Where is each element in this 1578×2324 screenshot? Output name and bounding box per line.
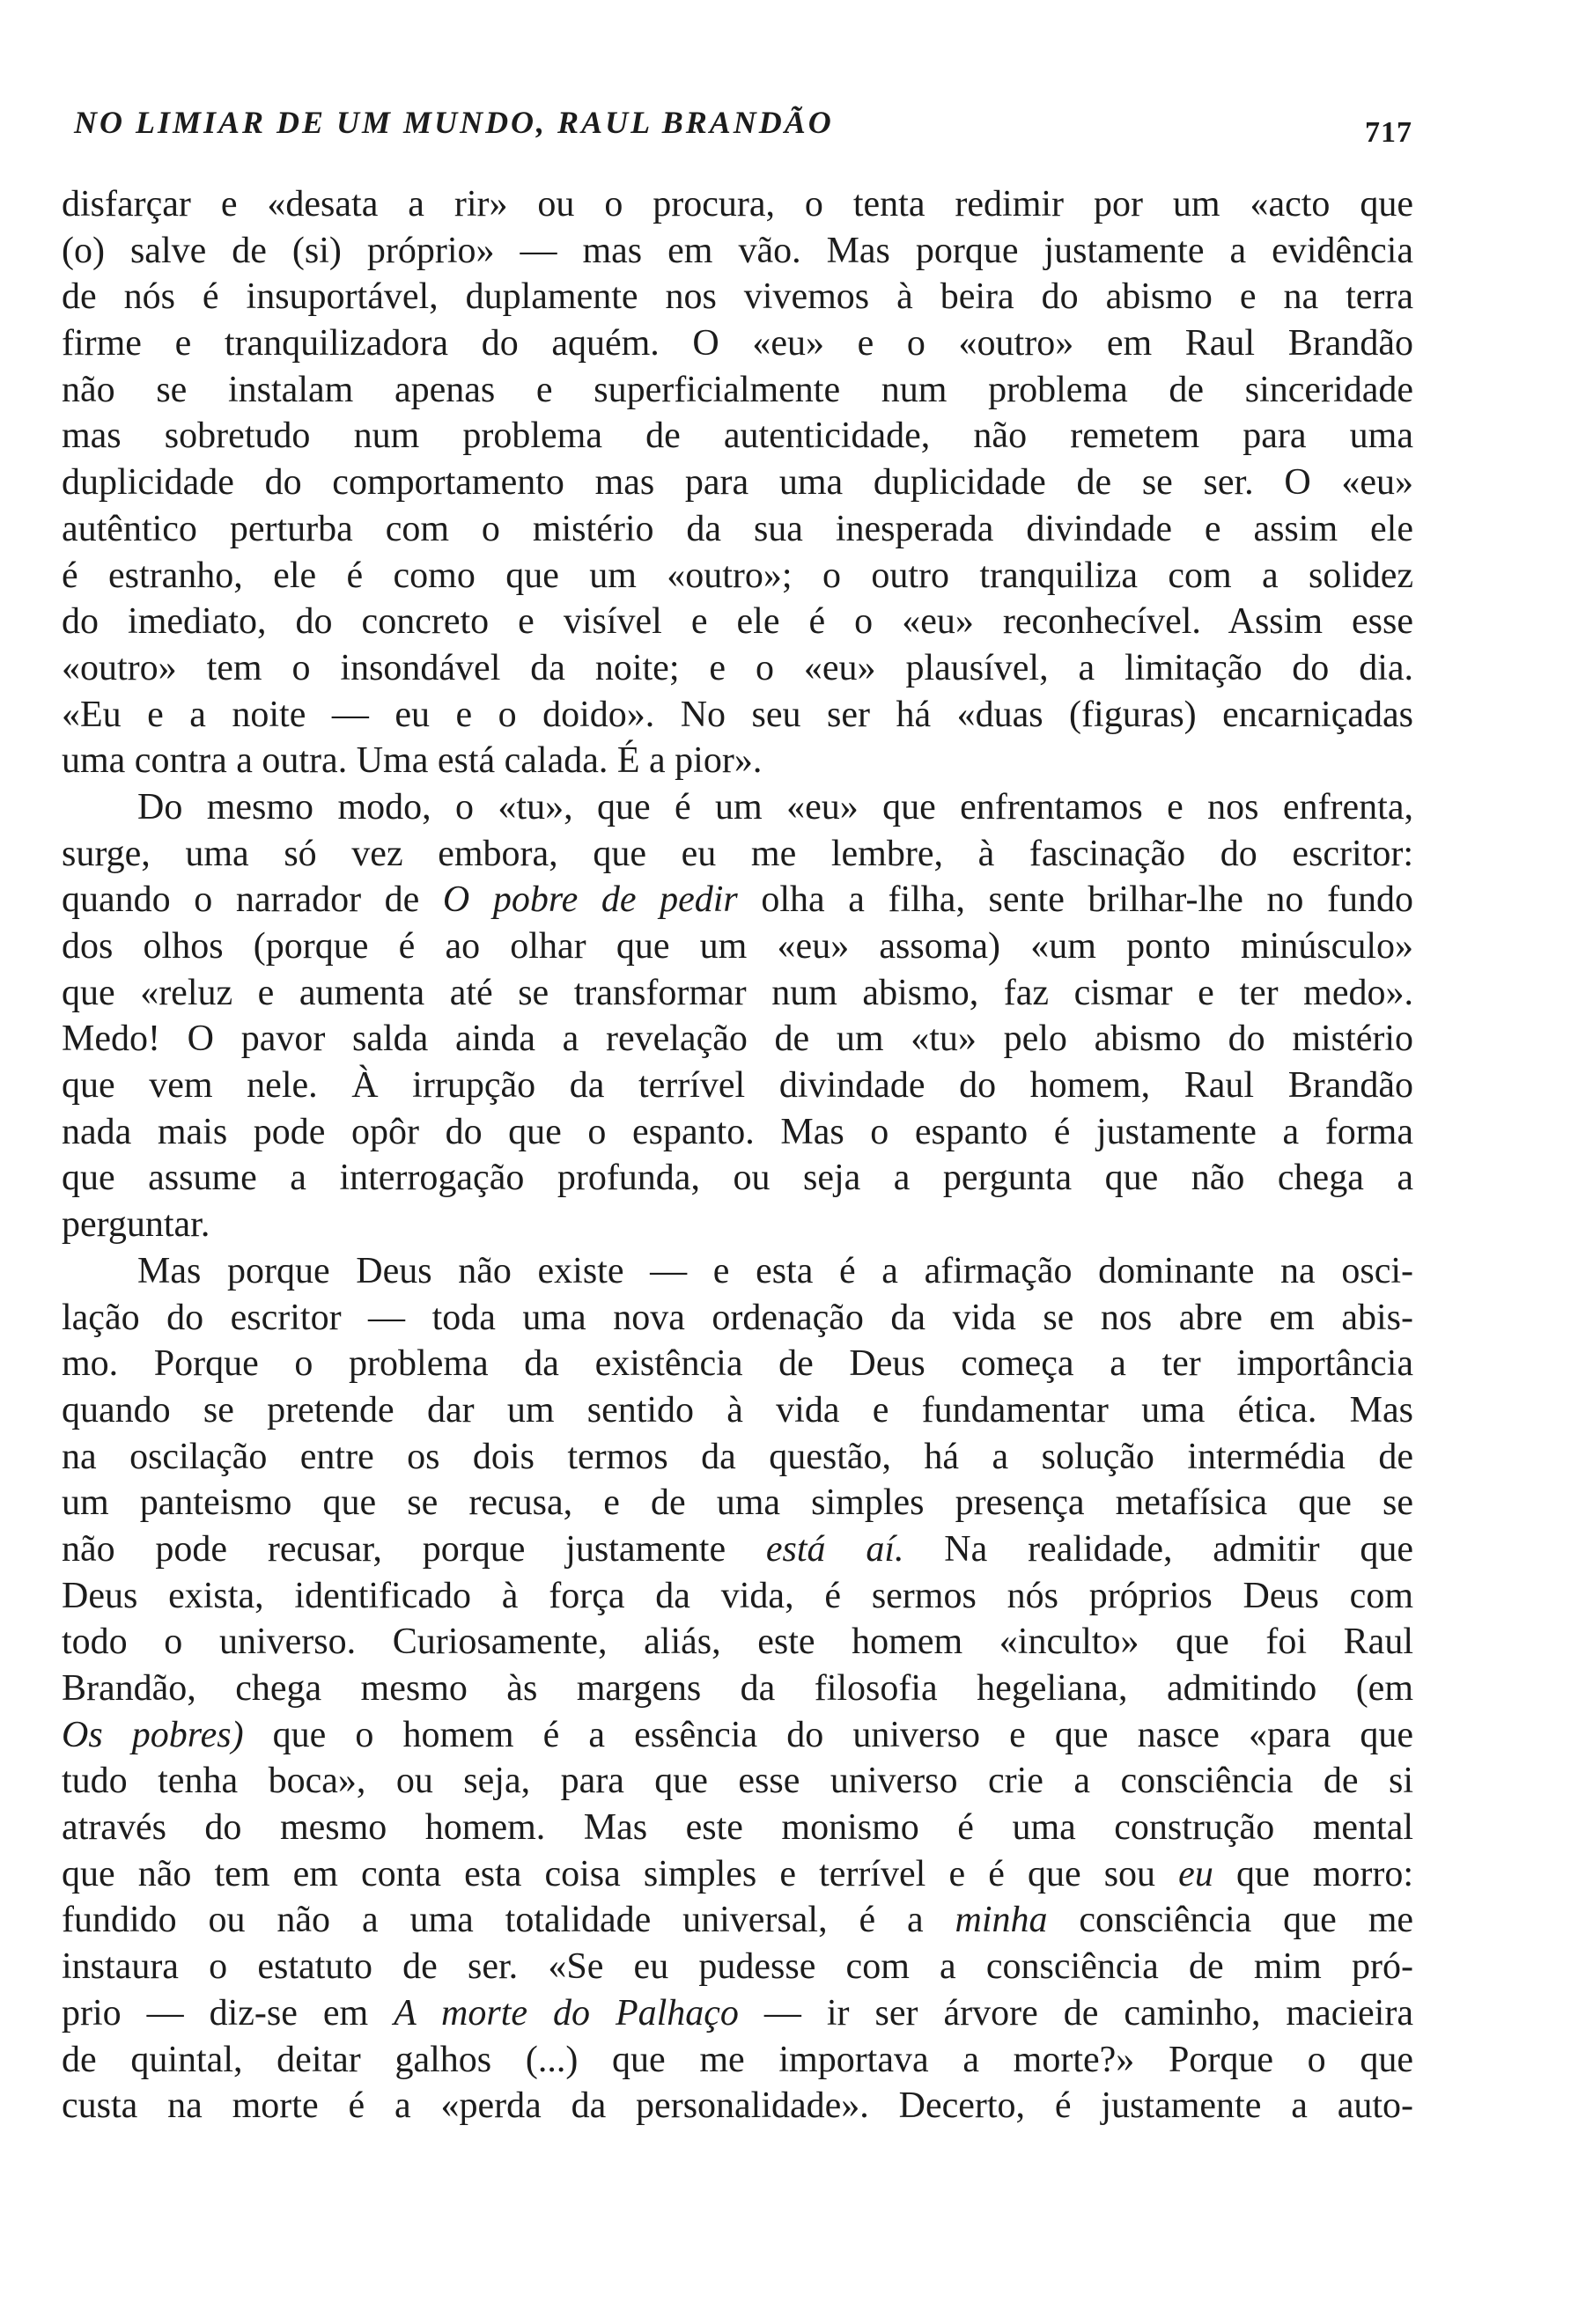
text-line — [62, 970, 1413, 1017]
text-segment: do imediato, do concreto e visível e ele é o «eu» reconhecível. Assim esse — [62, 601, 1413, 643]
text-line — [62, 1573, 1413, 1620]
text-line — [62, 1248, 1413, 1295]
text-line — [62, 645, 1413, 692]
text-segment: um panteismo que se recusa, e de uma simples presença metafísica que se — [62, 1482, 1413, 1524]
text-line — [62, 923, 1413, 970]
text-line — [62, 228, 1413, 275]
text-segment: que o homem é a essência do universo e que nasce «para que — [243, 1714, 1414, 1755]
text-segment: dos olhos (porque é ao olhar que um «eu» assoma) «um ponto minúsculo» — [62, 926, 1413, 967]
text-segment: na oscilação entre os dois termos da questão, há a solução intermédia de — [62, 1436, 1413, 1477]
text-line — [62, 1526, 1413, 1573]
text-line — [62, 738, 1413, 784]
text-line — [62, 274, 1413, 320]
text-segment: lação do escritor — toda uma nova ordenação da vida se nos abre em abis- — [62, 1297, 1413, 1338]
text-line — [62, 877, 1413, 923]
text-segment: consciência que me — [1047, 1900, 1413, 1941]
text-line — [62, 460, 1413, 506]
text-line — [62, 1666, 1413, 1712]
text-line — [62, 1897, 1413, 1944]
text-line — [62, 1341, 1413, 1387]
text-segment: não se instalam apenas e superficialmente num problema de sinceridade — [62, 369, 1413, 410]
italic-text: O pobre de pedir — [442, 879, 738, 921]
running-head — [74, 104, 1412, 157]
text-segment: através do mesmo homem. Mas este monismo é uma construção mental — [62, 1807, 1413, 1849]
text-segment: de nós é insuportável, duplamente nos vivemos à beira do abismo e na terra — [62, 276, 1413, 318]
text-line — [62, 1712, 1413, 1759]
text-line — [62, 1109, 1413, 1156]
text-line — [62, 1155, 1413, 1202]
text-line — [62, 784, 1413, 831]
text-segment: duplicidade do comportamento mas para uma duplicidade de se ser. O «eu» — [62, 462, 1413, 504]
text-segment: firme e tranquilizadora do aquém. O «eu» e o «outro» em Raul Brandão — [62, 323, 1413, 364]
text-segment: — ir ser árvore de caminho, macieira — [738, 1992, 1413, 2034]
text-segment: nada mais pode opôr do que o espanto. Mas o espanto é justamente a forma — [62, 1111, 1413, 1152]
italic-text: está aí. — [765, 1528, 904, 1570]
text-line — [62, 1944, 1413, 1990]
text-segment: autêntico perturba com o mistério da sua inesperada divindade e assim ele — [62, 508, 1413, 549]
italic-text: Os pobres) — [62, 1714, 244, 1755]
text-line — [62, 1295, 1413, 1342]
text-segment: que assume a interrogação profunda, ou seja a pergunta que não chega a — [62, 1158, 1413, 1199]
text-segment: que «reluz e aumenta até se transformar num abismo, faz cismar e ter medo». — [62, 972, 1413, 1013]
text-line — [62, 1434, 1413, 1481]
text-line — [62, 1202, 1413, 1248]
text-segment: que morro: — [1213, 1853, 1413, 1894]
text-segment: é estranho, ele é como que um «outro»; o outro tranquiliza com a solidez — [62, 555, 1413, 596]
text-line — [62, 553, 1413, 599]
text-segment: «Eu e a noite — eu e o doido». No seu ser há «duas (figuras) encarniçadas — [62, 694, 1413, 735]
text-segment: mas sobretudo num problema de autenticidade, não remetem para uma — [62, 416, 1413, 457]
text-line — [62, 1063, 1413, 1109]
text-line — [62, 367, 1413, 414]
text-segment: todo o universo. Curiosamente, aliás, este homem «inculto» que foi Raul — [62, 1622, 1413, 1663]
text-segment: instaura o estatuto de ser. «Se eu pudesse com a consciência de mim pró- — [62, 1946, 1413, 1988]
text-segment: Medo! O pavor salda ainda a revelação de um «tu» pelo abismo do mistério — [62, 1019, 1413, 1060]
text-segment: Brandão, chega mesmo às margens da filosofia hegeliana, admitindo (em — [62, 1668, 1413, 1709]
text-line — [62, 1480, 1413, 1526]
text-line — [62, 1805, 1413, 1851]
text-segment: quando o narrador de — [62, 879, 443, 921]
italic-text: eu — [1178, 1853, 1213, 1894]
text-line — [62, 1758, 1413, 1805]
italic-text: A morte do Palhaço — [394, 1992, 739, 2034]
text-segment: mo. Porque o problema da existência de Deus começa a ter importância — [62, 1343, 1413, 1385]
text-line — [62, 1387, 1413, 1434]
text-line — [62, 1619, 1413, 1666]
text-line — [62, 1016, 1413, 1063]
text-segment: fundido ou não a uma totalidade universal, é a — [62, 1900, 955, 1941]
text-segment: custa na morte é a «perda da personalidade». Decerto, é justamente a auto- — [62, 2085, 1413, 2127]
text-line — [62, 692, 1413, 739]
text-segment: que não tem em conta esta coisa simples e terrível e é que sou — [62, 1853, 1179, 1894]
text-line — [62, 1851, 1413, 1898]
text-segment: Do mesmo modo, o «tu», que é um «eu» que enfrentamos e nos enfrenta, — [137, 786, 1413, 827]
text-segment: disfarçar e «desata a rir» ou o procura, o tenta redimir por um «acto que — [62, 184, 1413, 224]
italic-text: minha — [955, 1900, 1048, 1941]
text-line — [62, 506, 1413, 553]
page-number: 717 — [1365, 116, 1412, 149]
text-segment: surge, uma só vez embora, que eu me lembre, à fascinação do escritor: — [62, 833, 1413, 874]
text-line — [62, 2037, 1413, 2084]
text-segment: olha a filha, sente brilhar-lhe no fundo — [737, 879, 1414, 921]
text-segment: prio — diz-se em — [62, 1992, 394, 2034]
text-line — [62, 599, 1413, 645]
text-segment: Mas porque Deus não existe — e esta é a afirmação dominante na osci- — [137, 1250, 1413, 1291]
text-segment: (o) salve de (si) próprio» — mas em vão. Mas porque justamente a evidência — [62, 230, 1413, 271]
text-segment: quando se pretende dar um sentido à vida e fundamentar uma ética. Mas — [62, 1389, 1413, 1430]
body-text — [62, 181, 1413, 2129]
text-segment: de quintal, deitar galhos (...) que me importava a morte?» Porque o que — [62, 2039, 1413, 2080]
text-segment: «outro» tem o insondável da noite; e o «eu» plausível, a limitação do dia. — [62, 647, 1413, 688]
running-head-title: NO LIMIAR DE UM MUNDO, RAUL BRANDÃO — [74, 105, 834, 140]
text-segment: uma contra a outra. Uma está calada. É a pior». — [62, 740, 763, 782]
text-segment: perguntar. — [62, 1204, 210, 1246]
text-line — [62, 413, 1413, 460]
text-line — [62, 181, 1413, 228]
text-line — [62, 831, 1413, 878]
text-segment: que vem nele. À irrupção da terrível divindade do homem, Raul Brandão — [62, 1065, 1413, 1107]
text-segment: Na realidade, admitir que — [903, 1528, 1413, 1570]
text-segment: não pode recusar, porque justamente — [62, 1528, 766, 1570]
text-segment: tudo tenha boca», ou seja, para que esse universo crie a consciência de si — [62, 1761, 1413, 1802]
text-line — [62, 2083, 1413, 2129]
text-line — [62, 1990, 1413, 2037]
text-segment: Deus exista, identificado à força da vida, é sermos nós próprios Deus com — [62, 1575, 1413, 1616]
text-line — [62, 320, 1413, 367]
